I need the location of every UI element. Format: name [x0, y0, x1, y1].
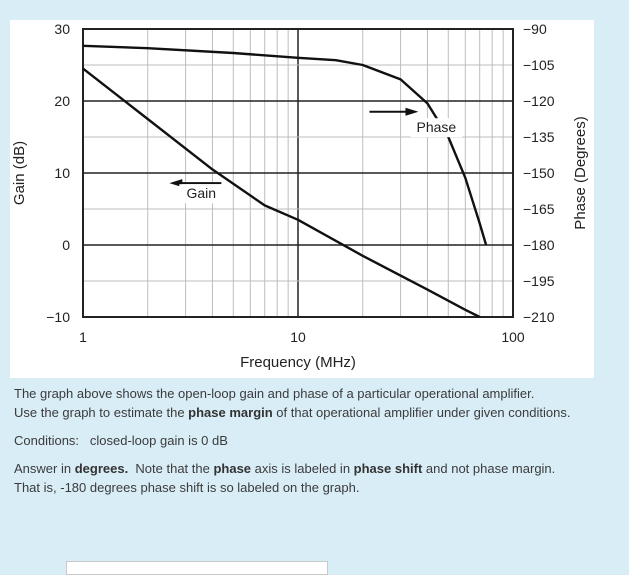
y-right-tick-label: −165 — [523, 201, 555, 217]
y-left-tick-label: 10 — [54, 165, 70, 181]
phase-arrowhead — [405, 108, 418, 116]
x-tick-label: 1 — [79, 329, 87, 345]
note-line: That is, -180 degrees phase shift is so labeled on the graph. — [14, 480, 360, 495]
phase-label: Phase — [416, 119, 457, 136]
annotations — [169, 108, 462, 203]
bode-plot-panel — [10, 20, 594, 378]
question-text — [14, 384, 614, 497]
y-axis-left-title: Gain (dB) — [11, 140, 28, 206]
gain-curve — [83, 69, 480, 317]
y-right-tick-label: −180 — [523, 237, 555, 253]
x-tick-label: 10 — [290, 329, 306, 345]
y-left-tick-label: 0 — [62, 237, 70, 253]
y-left-tick-label: 30 — [54, 21, 70, 37]
curves — [83, 46, 486, 317]
gain-label: Gain — [186, 185, 217, 202]
x-tick-label: 100 — [501, 329, 525, 345]
y-right-tick-label: −105 — [523, 57, 555, 73]
y-axis-right-title: Phase (Degrees) — [572, 116, 589, 230]
y-right-tick-label: −135 — [523, 129, 555, 145]
y-right-tick-label: −120 — [523, 93, 555, 109]
y-left-tick-label: −10 — [46, 309, 70, 325]
answer-instructions: Answer in degrees. Note that the phase axis is labeled in phase shift and not phase margin. — [14, 461, 556, 476]
answer-input[interactable] — [66, 561, 328, 575]
tick-labels — [46, 21, 554, 345]
question-line-1: The graph above shows the open-loop gain and phase of a particular operational amplifier. — [14, 386, 535, 401]
y-right-tick-label: −150 — [523, 165, 555, 181]
conditions-line: Conditions: closed-loop gain is 0 dB — [14, 433, 228, 448]
y-left-tick-label: 20 — [54, 93, 70, 109]
x-axis-title: Frequency (MHz) — [240, 354, 356, 371]
y-right-tick-label: −90 — [523, 21, 547, 37]
y-right-tick-label: −195 — [523, 273, 555, 289]
grid — [83, 29, 513, 317]
bode-plot — [10, 20, 594, 378]
question-line-2: Use the graph to estimate the phase margin of that operational amplifier under given conditions. — [14, 405, 571, 420]
y-right-tick-label: −210 — [523, 309, 555, 325]
